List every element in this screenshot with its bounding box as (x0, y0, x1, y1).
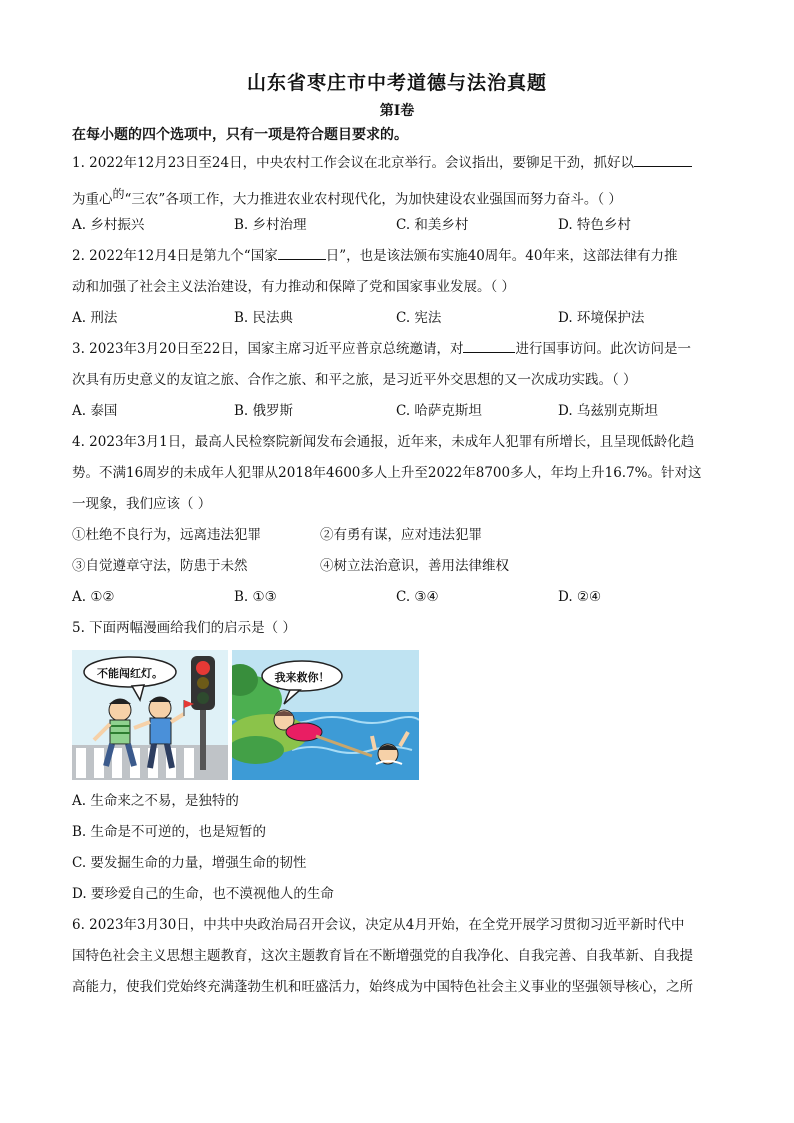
option-b[interactable]: B. 乡村治理 (234, 217, 307, 233)
q3-stem-line1a: 3. 2023年3月20日至22日，国家主席习近平应普京总统邀请，对 (72, 341, 464, 357)
statement-3: ③自觉遵章守法，防患于未然 (72, 558, 248, 574)
page-title: 山东省枣庄市中考道德与法治真题 (246, 72, 547, 94)
answer-blank (278, 244, 326, 260)
q2-stem-line1a: 2. 2022年12月4日是第九个“国家 (72, 248, 278, 264)
question-5 (72, 613, 722, 910)
cartoon-traffic-light (72, 650, 228, 780)
speech-bubble-right: 我来救你！ (274, 671, 330, 684)
option-a[interactable]: A. ①② (72, 589, 115, 605)
q1-stem-line1: 1. 2022年12月23日至24日，中央农村工作会议在北京举行。会议指出，要铆足干劲，抓好以 (72, 155, 635, 171)
option-d[interactable]: D. 环境保护法 (558, 310, 645, 326)
q2-stem-line2: 动和加强了社会主义法治建设，有力推动和保障了党和国家事业发展。（ ） (72, 279, 516, 295)
q2-options (72, 303, 722, 334)
section-instruction: 在每小题的四个选项中，只有一项是符合题目要求的。 (72, 127, 408, 143)
cartoon-row (72, 650, 722, 780)
q1-stem-line2b: 的 (112, 187, 125, 201)
q3-stem-line2: 次具有历史意义的友谊之旅、合作之旅、和平之旅，是习近平外交思想的又一次成功实践。（ ） (72, 372, 637, 388)
q3-stem-line1b: 进行国事访问。此次访问是一 (515, 341, 691, 357)
option-c[interactable]: C. ③④ (396, 589, 439, 605)
question-3 (72, 334, 722, 427)
option-b[interactable]: B. 生命是不可逆的，也是短暂的 (72, 824, 267, 840)
option-b[interactable]: B. ①③ (234, 589, 277, 605)
q5-stem: 5. 下面两幅漫画给我们的启示是（ ） (72, 620, 296, 636)
statement-2: ②有勇有谋，应对违法犯罪 (320, 527, 482, 543)
option-a[interactable]: A. 刑法 (72, 310, 118, 326)
q6-stem-line2: 国特色社会主义思想主题教育，这次主题教育旨在不断增强党的自我净化、自我完善、自我革新、自我提 (72, 948, 693, 964)
answer-blank (634, 151, 692, 167)
option-d[interactable]: D. 乌兹别克斯坦 (558, 403, 658, 419)
q4-stem-line3: 一现象，我们应该（ ） (72, 496, 212, 512)
answer-blank (463, 337, 515, 353)
question-6 (72, 910, 722, 1003)
q4-stem-line2: 势。不满16周岁的未成年人犯罪从2018年4600多人上升至2022年8700多人，年均上升16.7%。针对这 (72, 465, 702, 481)
option-c[interactable]: C. 哈萨克斯坦 (396, 403, 482, 419)
statement-1: ①杜绝不良行为，远离违法犯罪 (72, 527, 261, 543)
exam-page (72, 66, 722, 1003)
option-c[interactable]: C. 和美乡村 (396, 217, 469, 233)
option-d[interactable]: D. ②④ (558, 589, 602, 605)
volume-label: 第Ⅰ卷 (379, 103, 415, 119)
q4-options (72, 582, 722, 613)
speech-bubble-left: 不能闯红灯。 (97, 667, 163, 680)
q6-stem-line3: 高能力，使我们党始终充满蓬勃生机和旺盛活力，始终成为中国特色社会主义事业的坚强领导核心，之所 (72, 979, 693, 995)
option-d[interactable]: D. 要珍爱自己的生命，也不漠视他人的生命 (72, 886, 334, 902)
cartoon-water-rescue (232, 650, 419, 780)
option-a[interactable]: A. 生命来之不易，是独特的 (72, 793, 239, 809)
option-c[interactable]: C. 宪法 (396, 310, 442, 326)
option-a[interactable]: A. 泰国 (72, 403, 118, 419)
statement-4: ④树立法治意识，善用法律维权 (320, 558, 509, 574)
option-b[interactable]: B. 俄罗斯 (234, 403, 294, 419)
q1-stem-line2c: “三农”各项工作，大力推进农业农村现代化，为加快建设农业强国而努力奋斗。（ ） (124, 191, 622, 208)
question-4 (72, 427, 722, 613)
q1-options (72, 210, 722, 241)
option-c[interactable]: C. 要发掘生命的力量，增强生命的韧性 (72, 855, 307, 871)
q2-stem-line1b: 日”，也是该法颁布实施40周年。40年来，这部法律有力推 (325, 248, 678, 264)
question-1 (72, 148, 722, 241)
option-a[interactable]: A. 乡村振兴 (72, 217, 145, 233)
q3-options (72, 396, 722, 427)
option-d[interactable]: D. 特色乡村 (558, 217, 631, 233)
q6-stem-line1: 6. 2023年3月30日，中共中央政治局召开会议，决定从4月开始，在全党开展学习贯彻习近平新时代中 (72, 917, 685, 933)
q4-stem-line1: 4. 2023年3月1日，最高人民检察院新闻发布会通报，近年来，未成年人犯罪有所增长，且呈现低龄化趋 (72, 434, 695, 450)
q1-stem-line2a: 为重心 (72, 191, 113, 208)
option-b[interactable]: B. 民法典 (234, 310, 294, 326)
question-2 (72, 241, 722, 334)
